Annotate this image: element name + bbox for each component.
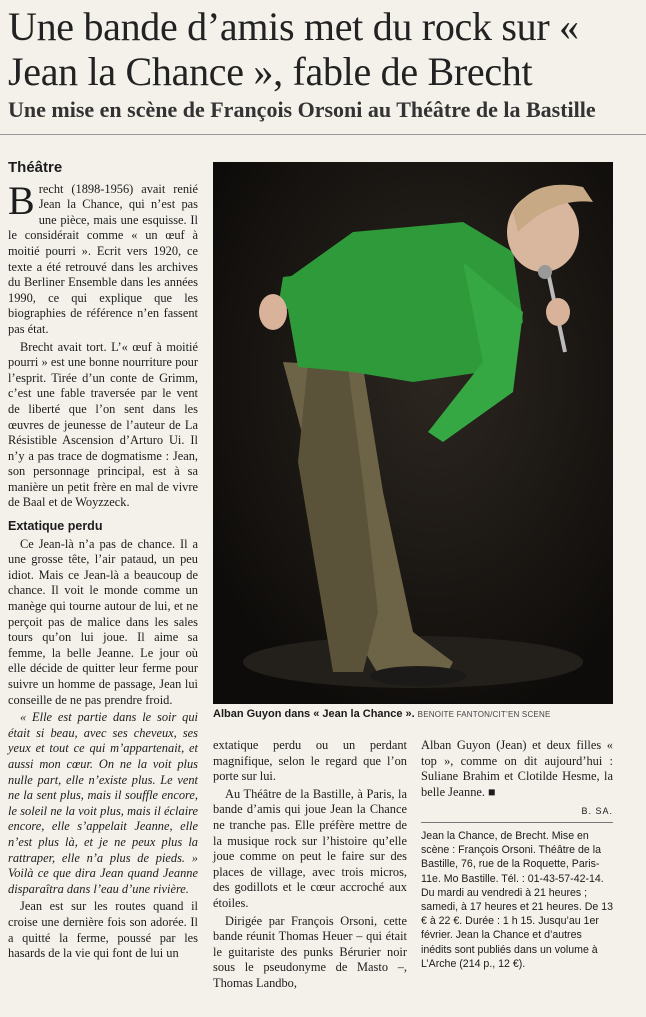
paragraph-1: Brecht (1898-1956) avait renié Jean la Chance, qui n’est pas une pièce, mais une esquisse. Il le considérait comme « un œuf à moitié pourri ». Ecrit vers 1920, ce texte a été retrouvé dans les archives du Berliner Ensemble dans les années 1990, ce qui explique que les biographies de référence n’en fassent pas état. xyxy=(8,177,198,336)
subheadline: Une mise en scène de François Orsoni au Théâtre de la Bastille xyxy=(8,97,596,122)
caption-text: Alban Guyon dans « Jean la Chance ». xyxy=(213,708,415,720)
article-column-1 xyxy=(8,160,198,964)
col2-paragraph-3: Dirigée par François Orsoni, cette bande réunit Thomas Heuer – qui était le guitariste des punks Bérurier noir sous le pseudonyme de Masto –, Thomas Landbo, xyxy=(213,913,407,990)
paragraph-3: Ce Jean-là n’a pas de chance. Il a une grosse tête, l’air pataud, un peu idiot. Mais ce Jean-là a beaucoup de chance. Il voit le monde comme un manège qui tourne autour de lui, et ne perçoit pas de malice dans les sales tours qu’on lui joue. Il aime sa femme, la belle Jeanne. Le jour où elle décide de quitter leur ferme pour suivre un homme de passage, Jean lui conseille de ne pas prendre froid. xyxy=(8,536,198,707)
col2-paragraph-1: extatique perdu ou un perdant magnifique, selon le regard que l’on porte sur lui. xyxy=(213,738,407,784)
article-column-3 xyxy=(421,738,613,820)
performer-photo xyxy=(213,162,613,704)
dropcap: B xyxy=(8,177,35,223)
paragraph-2: Brecht avait tort. L’« œuf à moitié pourri » est une bonne nourriture pour l’esprit. Tirée d’un conte de Grimm, c’est une fable traversée par le vent de liberté que l’on sent dans les œuvres de jeunesse de l’auteur de La Résistible Ascension d’Arturo Ui. Il n’y a pas trace de dogmatisme : Jean, son personnage principal, est à sa manière un petit frère en mal de vivre de Baal et de Woyzzeck. xyxy=(8,339,198,510)
paragraph-5: Jean est sur les routes quand il croise une dernière fois son adorée. Il a quitté la ferme, poussé par les hasards de la vie qui font de lui un xyxy=(8,899,198,961)
header-rule xyxy=(0,134,646,135)
performer-illustration xyxy=(213,162,613,704)
author-signature: B. SA. xyxy=(581,806,613,817)
section-subtitle: Extatique perdu xyxy=(8,519,103,534)
paragraph-4: « Elle est partie dans le soir qui était si beau, avec ses cheveux, ses yeux et tout ce qui m’appartenait, et aussi mon cœur. On ne la voit plus nulle part, elle n’existe plus. Le vent ne la sent plus, mais il souffle encore, le soleil ne la voit plus, mais il éclaire encore, elle s’appelait Jeanne, elle n’est plus là, et je ne peux plus la rattraper, elle n’a plus de pieds. » Voilà ce que dira Jean quand Jeanne disparaîtra dans l’eau d’une rivière. xyxy=(8,710,198,896)
photo-credit: BENOITE FANTON/CIT’EN SCENE xyxy=(417,710,551,719)
photo-caption xyxy=(213,708,633,720)
practical-info-box: Jean la Chance, de Brecht. Mise en scène : François Orsoni. Théâtre de la Bastille, 76, rue de la Roquette, Paris-11e. Mo Bastille. Tél. : 01-43-57-42-14. Du mardi au vendredi à 21 heures ; samedi, à 17 heures et 21 heures. De 13 € à 22 €. Durée : 1 h 15. Jusqu’au 1er février. Jean la Chance et d’autres inédits sont publiés dans un volume à L’Arche (214 p., 12 €). xyxy=(421,822,613,971)
col2-paragraph-2: Au Théâtre de la Bastille, à Paris, la bande d’amis qui joue Jean la Chance ne tranche pas. Elle préfère mettre de la musique rock sur l’histoire qu’elle joue comme on peut le faire sur des places de village, avec trois micros, des godillots et le cœur accroché aux étoiles. xyxy=(213,786,407,910)
col3-paragraph-1: Alban Guyon (Jean) et deux filles « top », comme on dit aujourd’hui : Suliane Brahim et Clotilde Hesme, la belle Jeanne. ■ xyxy=(421,738,613,799)
headline: Une bande d’amis met du rock sur « Jean la Chance », fable de Brecht xyxy=(8,4,579,94)
rubric-label: Théâtre xyxy=(8,159,63,176)
article-column-2 xyxy=(213,738,407,994)
